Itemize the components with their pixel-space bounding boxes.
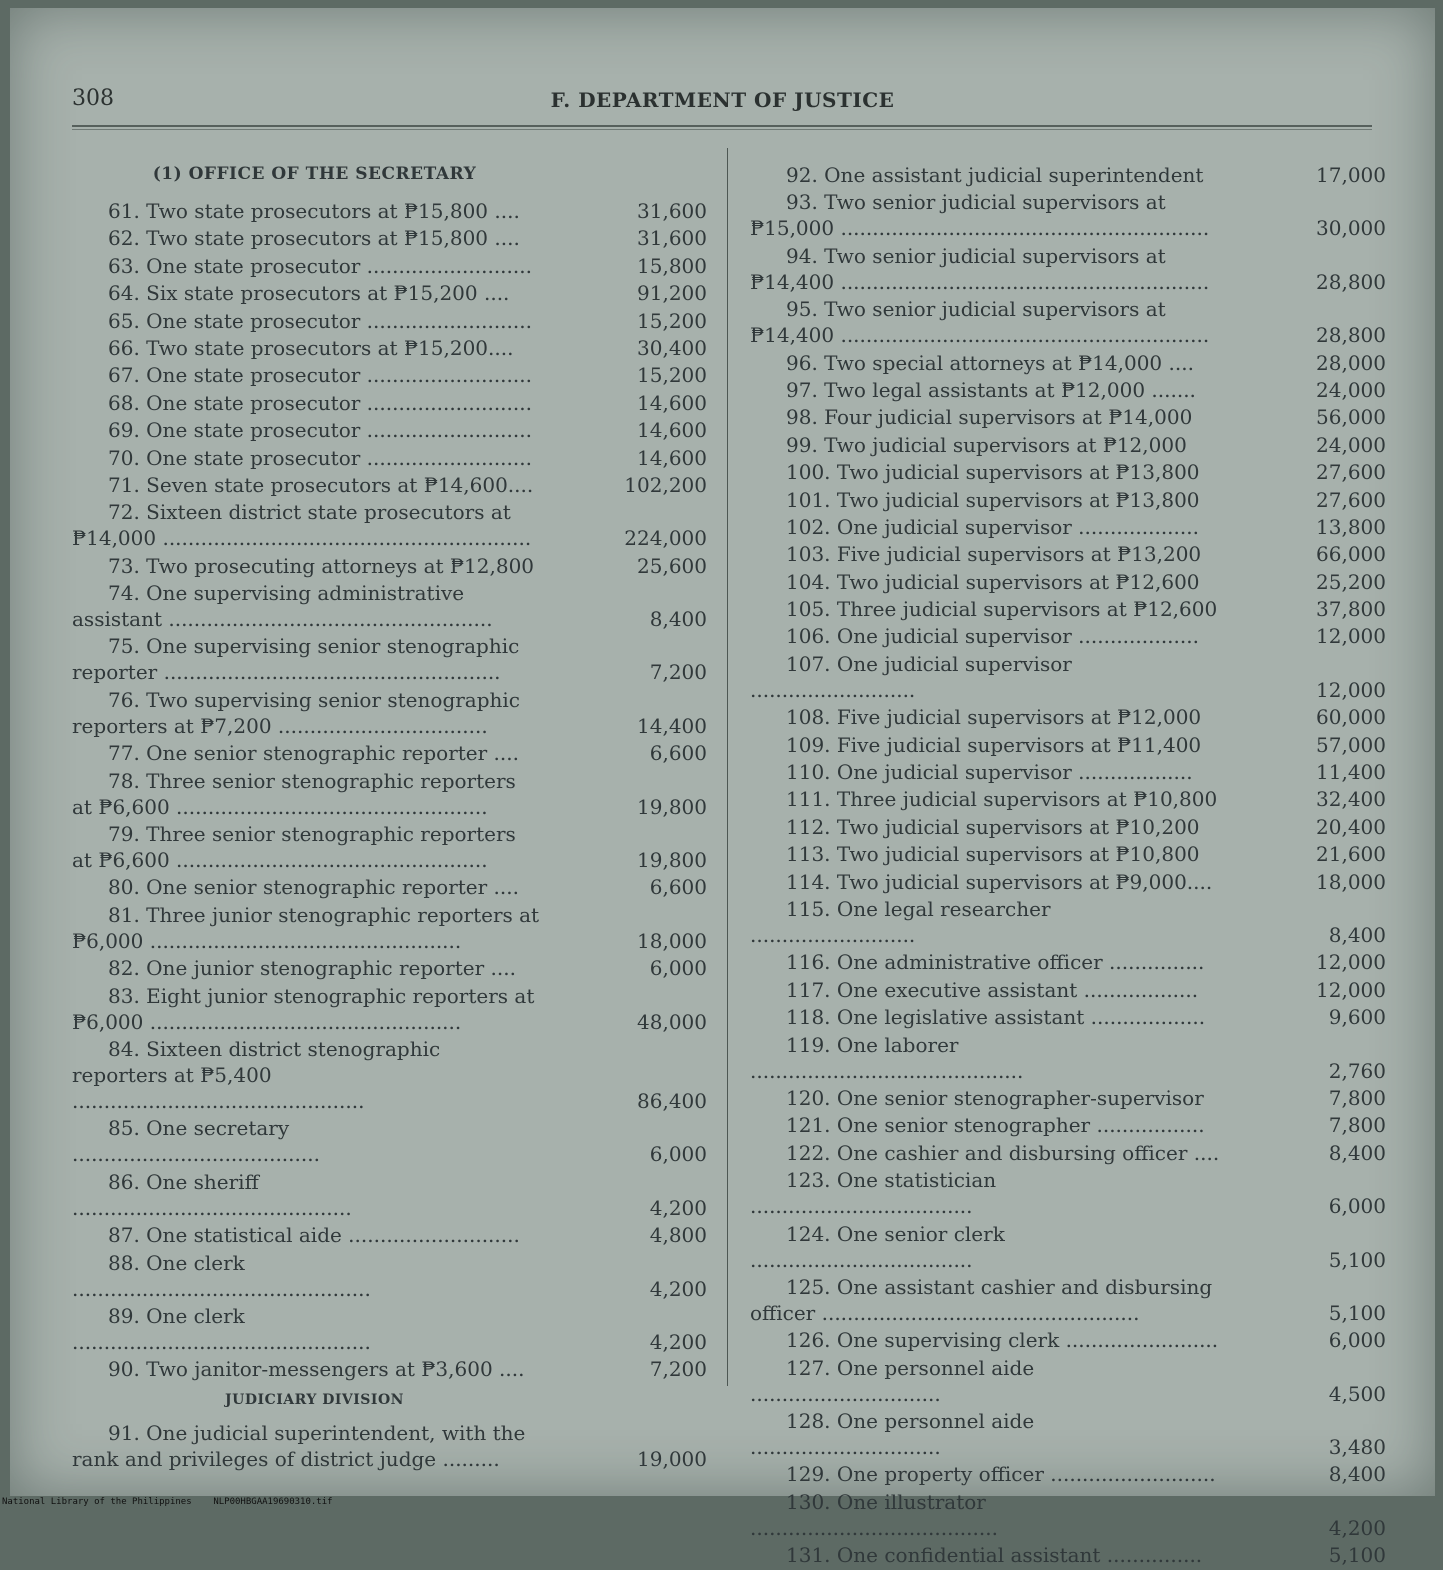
item-description: 70. One state prosecutor .......................... [108, 445, 532, 470]
item-amount: 9,600 [1328, 1005, 1386, 1030]
scan-footer [2, 1497, 333, 1507]
item-amount: 15,200 [637, 363, 707, 388]
line-item [72, 740, 707, 766]
item-description: 87. One statistical aide ........................... [108, 1223, 520, 1248]
line-item [750, 1167, 1386, 1219]
item-description: 76. Two supervising senior stenographic reporters at ₱7,200 ................................. [72, 687, 521, 738]
line-item [750, 759, 1386, 785]
line-item [750, 1004, 1386, 1030]
item-description: 109. Five judicial supervisors at ₱11,400 [786, 732, 1202, 757]
item-amount: 20,400 [1316, 814, 1386, 839]
item-amount: 8,400 [1328, 1140, 1386, 1165]
item-amount: 7,800 [1328, 1085, 1386, 1110]
line-item [750, 189, 1386, 241]
line-item [72, 580, 707, 632]
item-description: 106. One judicial supervisor ................... [786, 624, 1199, 649]
line-item [72, 1250, 707, 1302]
item-amount: 14,600 [637, 418, 707, 443]
item-description: 64. Six state prosecutors at ₱15,200 .... [108, 281, 510, 306]
item-description: 75. One supervising senior stenographic reporter ..................................................... [72, 634, 520, 685]
line-item [750, 651, 1386, 703]
item-amount: 4,200 [649, 1276, 707, 1301]
item-description: 78. Three senior stenographic reporters at ₱6,600 ................................................. [72, 768, 516, 819]
item-description: 88. One clerk ............................................... [72, 1250, 371, 1301]
item-description: 94. Two senior judicial supervisors at ₱14,400 .......................................................... [750, 243, 1210, 294]
item-amount: 5,100 [1328, 1300, 1386, 1325]
item-description: 122. One cashier and disbursing officer .... [786, 1140, 1220, 1165]
item-amount: 12,000 [1316, 950, 1386, 975]
line-item [750, 896, 1386, 948]
item-amount: 4,500 [1328, 1381, 1386, 1406]
line-item [72, 390, 707, 416]
item-description: 72. Sixteen district state prosecutors at ₱14,000 .......................................................... [72, 500, 532, 551]
item-amount: 6,600 [649, 875, 707, 900]
item-description: 108. Five judicial supervisors at ₱12,000 [786, 705, 1202, 730]
line-item [750, 704, 1386, 730]
item-description: 84. Sixteen district stenographic reporters at ₱5,400 .............................................. [72, 1036, 441, 1113]
item-amount: 18,000 [1316, 869, 1386, 894]
item-amount: 6,000 [1328, 1194, 1386, 1219]
item-amount: 15,800 [637, 253, 707, 278]
line-item [750, 1461, 1386, 1487]
item-amount: 17,000 [1316, 163, 1386, 187]
item-description: 93. Two senior judicial supervisors at ₱15,000 .......................................................... [750, 190, 1210, 241]
line-item [72, 280, 707, 306]
item-description: 116. One administrative officer ............... [786, 950, 1205, 975]
item-amount: 3,480 [1328, 1435, 1386, 1460]
item-amount: 5,100 [1328, 1247, 1386, 1272]
item-amount: 27,600 [1316, 487, 1386, 512]
item-description: 77. One senior stenographic reporter .... [108, 741, 519, 766]
item-description: 82. One junior stenographic reporter .... [108, 956, 516, 981]
item-amount: 37,800 [1316, 597, 1386, 622]
item-description: 117. One executive assistant .................. [786, 977, 1199, 1002]
line-item [750, 1274, 1386, 1326]
item-description: 104. Two judicial supervisors at ₱12,600 [786, 569, 1200, 594]
item-amount: 18,000 [637, 928, 707, 953]
item-description: 119. One laborer ........................................... [750, 1032, 1024, 1083]
item-description: 110. One judicial supervisor .................. [786, 760, 1193, 785]
item-description: 121. One senior stenographer ................. [786, 1113, 1205, 1138]
item-amount: 48,000 [637, 1009, 707, 1034]
item-amount: 56,000 [1316, 405, 1386, 430]
line-item [72, 768, 707, 820]
line-item [72, 499, 707, 551]
judiciary-items-list [72, 1420, 707, 1472]
item-amount: 31,600 [637, 226, 707, 251]
item-amount: 15,200 [637, 308, 707, 333]
item-amount: 6,600 [649, 741, 707, 766]
item-amount: 4,800 [649, 1223, 707, 1248]
column-divider [727, 148, 728, 1386]
item-amount: 7,200 [649, 1357, 707, 1382]
item-amount: 60,000 [1316, 705, 1386, 730]
item-description: 74. One supervising administrative assistant ................................................... [72, 581, 493, 632]
item-description: 63. One state prosecutor .......................... [108, 253, 532, 278]
item-amount: 11,400 [1316, 760, 1386, 785]
line-item [750, 569, 1386, 595]
line-item [72, 1303, 707, 1355]
line-item [750, 350, 1386, 376]
item-description: 124. One senior clerk ................................... [750, 1221, 1005, 1272]
item-description: 66. Two state prosecutors at ₱15,200.... [108, 335, 514, 360]
subsection-title: JUDICIARY DIVISION [225, 1392, 404, 1409]
item-description: 103. Five judicial supervisors at ₱13,200 [786, 542, 1202, 567]
item-description: 97. Two legal assistants at ₱12,000 ....... [786, 377, 1196, 402]
line-item [750, 162, 1386, 188]
item-description: 107. One judicial supervisor .......................... [750, 651, 1072, 702]
item-amount: 25,200 [1316, 569, 1386, 594]
item-amount: 19,800 [637, 794, 707, 819]
item-amount: 27,600 [1316, 460, 1386, 485]
item-amount: 7,800 [1328, 1113, 1386, 1138]
item-description: 83. Eight junior stenographic reporters at ₱6,000 ................................................. [72, 983, 535, 1034]
line-item [72, 335, 707, 361]
item-amount: 86,400 [637, 1088, 707, 1113]
item-description: 90. Two janitor-messengers at ₱3,600 .... [108, 1357, 525, 1382]
item-description: 128. One personnel aide .............................. [750, 1409, 1035, 1460]
item-description: 105. Three judicial supervisors at ₱12,600 [786, 597, 1218, 622]
line-item [750, 377, 1386, 403]
item-description: 71. Seven state prosecutors at ₱14,600.... [108, 472, 534, 497]
item-description: 92. One assistant judicial superintendent [786, 163, 1204, 187]
item-amount: 25,600 [637, 553, 707, 578]
line-item [72, 553, 707, 579]
item-description: 125. One assistant cashier and disbursing officer .................................................. [750, 1274, 1213, 1325]
item-description: 95. Two senior judicial supervisors at ₱14,400 .......................................................... [750, 297, 1210, 348]
page-number: 308 [72, 86, 114, 111]
line-item [750, 296, 1386, 348]
line-item [72, 198, 707, 224]
item-amount: 24,000 [1316, 432, 1386, 457]
line-item [750, 786, 1386, 812]
item-amount: 19,800 [637, 848, 707, 873]
item-amount: 6,000 [1328, 1328, 1386, 1353]
line-item [72, 417, 707, 443]
item-amount: 6,000 [649, 956, 707, 981]
item-description: 102. One judicial supervisor ................... [786, 514, 1199, 539]
item-description: 91. One judicial superintendent, with the rank and privileges of district judge ......... [72, 1421, 526, 1472]
item-amount: 57,000 [1316, 732, 1386, 757]
item-description: 86. One sheriff ............................................ [72, 1169, 352, 1220]
item-amount: 4,200 [649, 1195, 707, 1220]
item-amount: 19,000 [637, 1447, 707, 1472]
library-credit: National Library of the Philippines [2, 1497, 192, 1507]
item-description: 73. Two prosecuting attorneys at ₱12,800 [108, 553, 535, 578]
item-description: 114. Two judicial supervisors at ₱9,000.... [786, 869, 1213, 894]
section-title: (1) OFFICE OF THE SECRETARY [152, 164, 477, 184]
item-amount: 28,000 [1316, 350, 1386, 375]
line-item [72, 821, 707, 873]
line-item [750, 459, 1386, 485]
line-item [750, 596, 1386, 622]
line-item [750, 404, 1386, 430]
item-amount: 14,400 [637, 713, 707, 738]
line-item [750, 814, 1386, 840]
item-description: 80. One senior stenographic reporter .... [108, 875, 519, 900]
item-amount: 12,000 [1316, 677, 1386, 702]
item-amount: 91,200 [637, 281, 707, 306]
item-description: 68. One state prosecutor .......................... [108, 390, 532, 415]
item-description: 126. One supervising clerk ........................ [786, 1328, 1219, 1353]
item-description: 62. Two state prosecutors at ₱15,800 .... [108, 226, 520, 251]
item-amount: 13,800 [1316, 514, 1386, 539]
item-description: 81. Three junior stenographic reporters at ₱6,000 ................................................. [72, 902, 540, 953]
item-amount: 5,100 [1328, 1543, 1386, 1568]
line-item [750, 841, 1386, 867]
item-description: 115. One legal researcher .......................... [750, 896, 1051, 947]
line-item [72, 1420, 707, 1472]
line-item [750, 514, 1386, 540]
line-item [72, 225, 707, 251]
line-item [750, 949, 1386, 975]
item-description: 101. Two judicial supervisors at ₱13,800 [786, 487, 1200, 512]
item-amount: 8,400 [1328, 1462, 1386, 1487]
item-amount: 7,200 [649, 660, 707, 685]
line-item [72, 955, 707, 981]
item-description: 129. One property officer .......................... [786, 1462, 1216, 1487]
item-amount: 30,400 [637, 335, 707, 360]
item-amount: 224,000 [624, 526, 707, 551]
line-item [750, 623, 1386, 649]
line-item [72, 902, 707, 954]
file-name: NLP00HBGAA19690310.tif [213, 1497, 333, 1507]
item-amount: 30,000 [1316, 216, 1386, 241]
item-description: 85. One secretary ....................................... [72, 1116, 320, 1167]
right-column [750, 162, 1386, 1570]
item-description: 96. Two special attorneys at ₱14,000 .... [786, 350, 1194, 375]
left-column [72, 162, 707, 1474]
item-description: 98. Four judicial supervisors at ₱14,000 [786, 405, 1193, 430]
item-description: 131. One confidential assistant ............... [786, 1543, 1203, 1568]
line-item [750, 243, 1386, 295]
item-description: 65. One state prosecutor .......................... [108, 308, 532, 333]
line-item [750, 432, 1386, 458]
line-item [72, 253, 707, 279]
item-amount: 14,600 [637, 445, 707, 470]
line-item [750, 1032, 1386, 1084]
item-amount: 24,000 [1316, 377, 1386, 402]
item-description: 112. Two judicial supervisors at ₱10,200 [786, 814, 1200, 839]
item-description: 113. Two judicial supervisors at ₱10,800 [786, 842, 1200, 867]
page-title: F. DEPARTMENT OF JUSTICE [550, 88, 895, 112]
line-item [750, 1355, 1386, 1407]
item-description: 120. One senior stenographer-supervisor [786, 1085, 1204, 1110]
item-amount: 66,000 [1316, 542, 1386, 567]
line-item [750, 1221, 1386, 1273]
line-item [750, 1327, 1386, 1353]
item-description: 118. One legislative assistant .................. [786, 1005, 1206, 1030]
item-description: 67. One state prosecutor .......................... [108, 363, 532, 388]
item-description: 61. Two state prosecutors at ₱15,800 .... [108, 199, 520, 223]
line-item [750, 1112, 1386, 1138]
item-description: 79. Three senior stenographic reporters at ₱6,600 ................................................. [72, 822, 516, 873]
line-item [72, 1115, 707, 1167]
item-description: 123. One statistician ................................... [750, 1168, 997, 1219]
right-items-list [750, 162, 1386, 1568]
line-item [750, 1140, 1386, 1166]
item-description: 100. Two judicial supervisors at ₱13,800 [786, 460, 1200, 485]
line-item [750, 487, 1386, 513]
line-item [72, 633, 707, 685]
item-amount: 12,000 [1316, 624, 1386, 649]
line-item [72, 445, 707, 471]
header-rule [72, 125, 1372, 130]
line-item [750, 1489, 1386, 1541]
item-amount: 21,600 [1316, 842, 1386, 867]
item-description: 69. One state prosecutor .......................... [108, 418, 532, 443]
line-item [72, 472, 707, 498]
line-item [72, 1356, 707, 1382]
line-item [750, 1085, 1386, 1111]
item-amount: 28,800 [1316, 269, 1386, 294]
line-item [72, 874, 707, 900]
item-amount: 4,200 [649, 1329, 707, 1354]
line-item [72, 362, 707, 388]
item-description: 127. One personnel aide .............................. [750, 1355, 1035, 1406]
line-item [72, 983, 707, 1035]
line-item [72, 687, 707, 739]
left-items-list [72, 198, 707, 1382]
item-amount: 2,760 [1328, 1058, 1386, 1083]
line-item [750, 977, 1386, 1003]
line-item [750, 1408, 1386, 1460]
item-description: 130. One illustrator ....................................... [750, 1489, 998, 1540]
item-amount: 4,200 [1328, 1515, 1386, 1540]
line-item [72, 1222, 707, 1248]
item-amount: 8,400 [1328, 922, 1386, 947]
item-amount: 32,400 [1316, 787, 1386, 812]
item-amount: 12,000 [1316, 977, 1386, 1002]
item-amount: 6,000 [649, 1142, 707, 1167]
item-amount: 28,800 [1316, 323, 1386, 348]
item-amount: 102,200 [624, 472, 707, 497]
line-item [750, 869, 1386, 895]
item-amount: 14,600 [637, 390, 707, 415]
item-description: 89. One clerk ............................................... [72, 1303, 371, 1354]
line-item [72, 1169, 707, 1221]
line-item [72, 1036, 707, 1114]
item-description: 99. Two judicial supervisors at ₱12,000 [786, 432, 1187, 457]
item-amount: 8,400 [649, 607, 707, 632]
item-description: 111. Three judicial supervisors at ₱10,800 [786, 787, 1218, 812]
line-item [750, 732, 1386, 758]
item-amount: 31,600 [637, 199, 707, 223]
line-item [750, 1542, 1386, 1568]
line-item [750, 541, 1386, 567]
line-item [72, 308, 707, 334]
